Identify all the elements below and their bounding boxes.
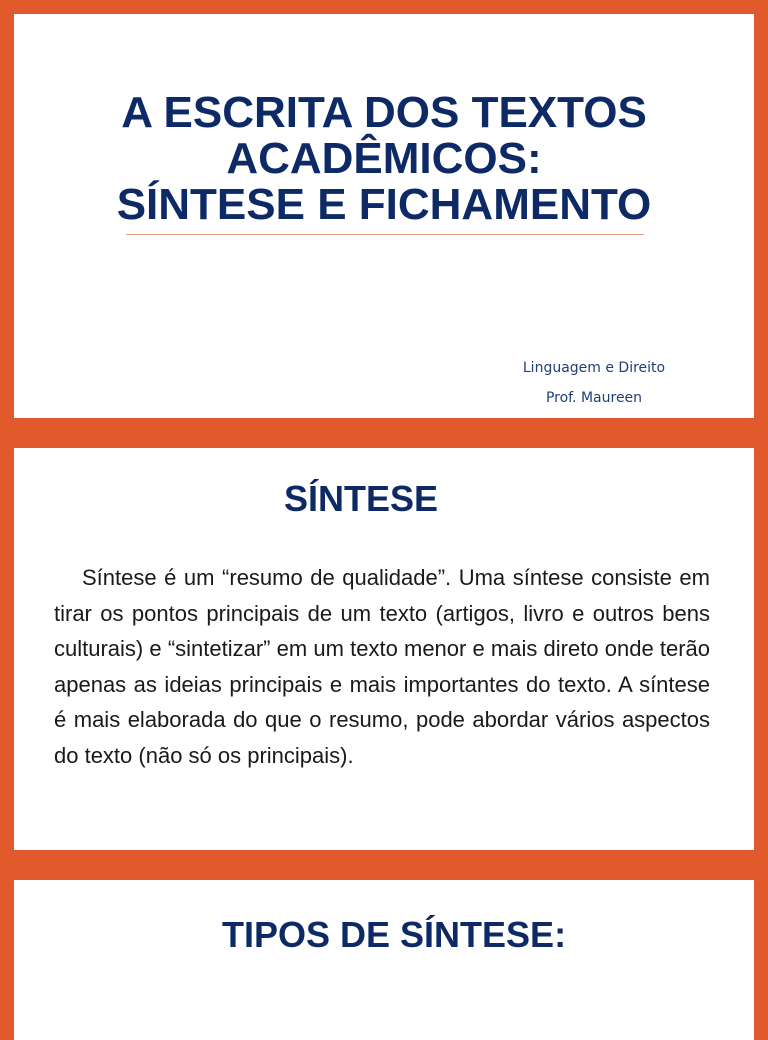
presentation-title xyxy=(14,90,754,228)
teacher-name: Prof. Maureen xyxy=(545,390,643,406)
title-line-3: SÍNTESE E FICHAMENTO xyxy=(116,180,652,229)
body-paragraph: Síntese é um “resumo de qualidade”. Uma síntese consiste em tirar os pontos principais de um texto (artigos, livro e outros bens culturais) e “sintetizar” em um texto menor e mais direto onde terão apenas as ideias principais e mais importantes do texto. A síntese é mais elaborada do que o resumo, pode abordar vários aspectos do texto (não só os principais). xyxy=(54,565,710,768)
section-heading: TIPOS DE SÍNTESE: xyxy=(222,914,567,955)
slide-sintese xyxy=(14,448,754,850)
title-line-2: ACADÊMICOS: xyxy=(226,134,542,183)
slide-tipos xyxy=(14,880,754,1040)
section-heading: SÍNTESE xyxy=(284,478,439,519)
title-line-1: A ESCRITA DOS TEXTOS xyxy=(121,88,647,137)
course-name: Linguagem e Direito xyxy=(522,360,666,376)
title-underline xyxy=(126,234,644,235)
slide-title xyxy=(14,14,754,418)
